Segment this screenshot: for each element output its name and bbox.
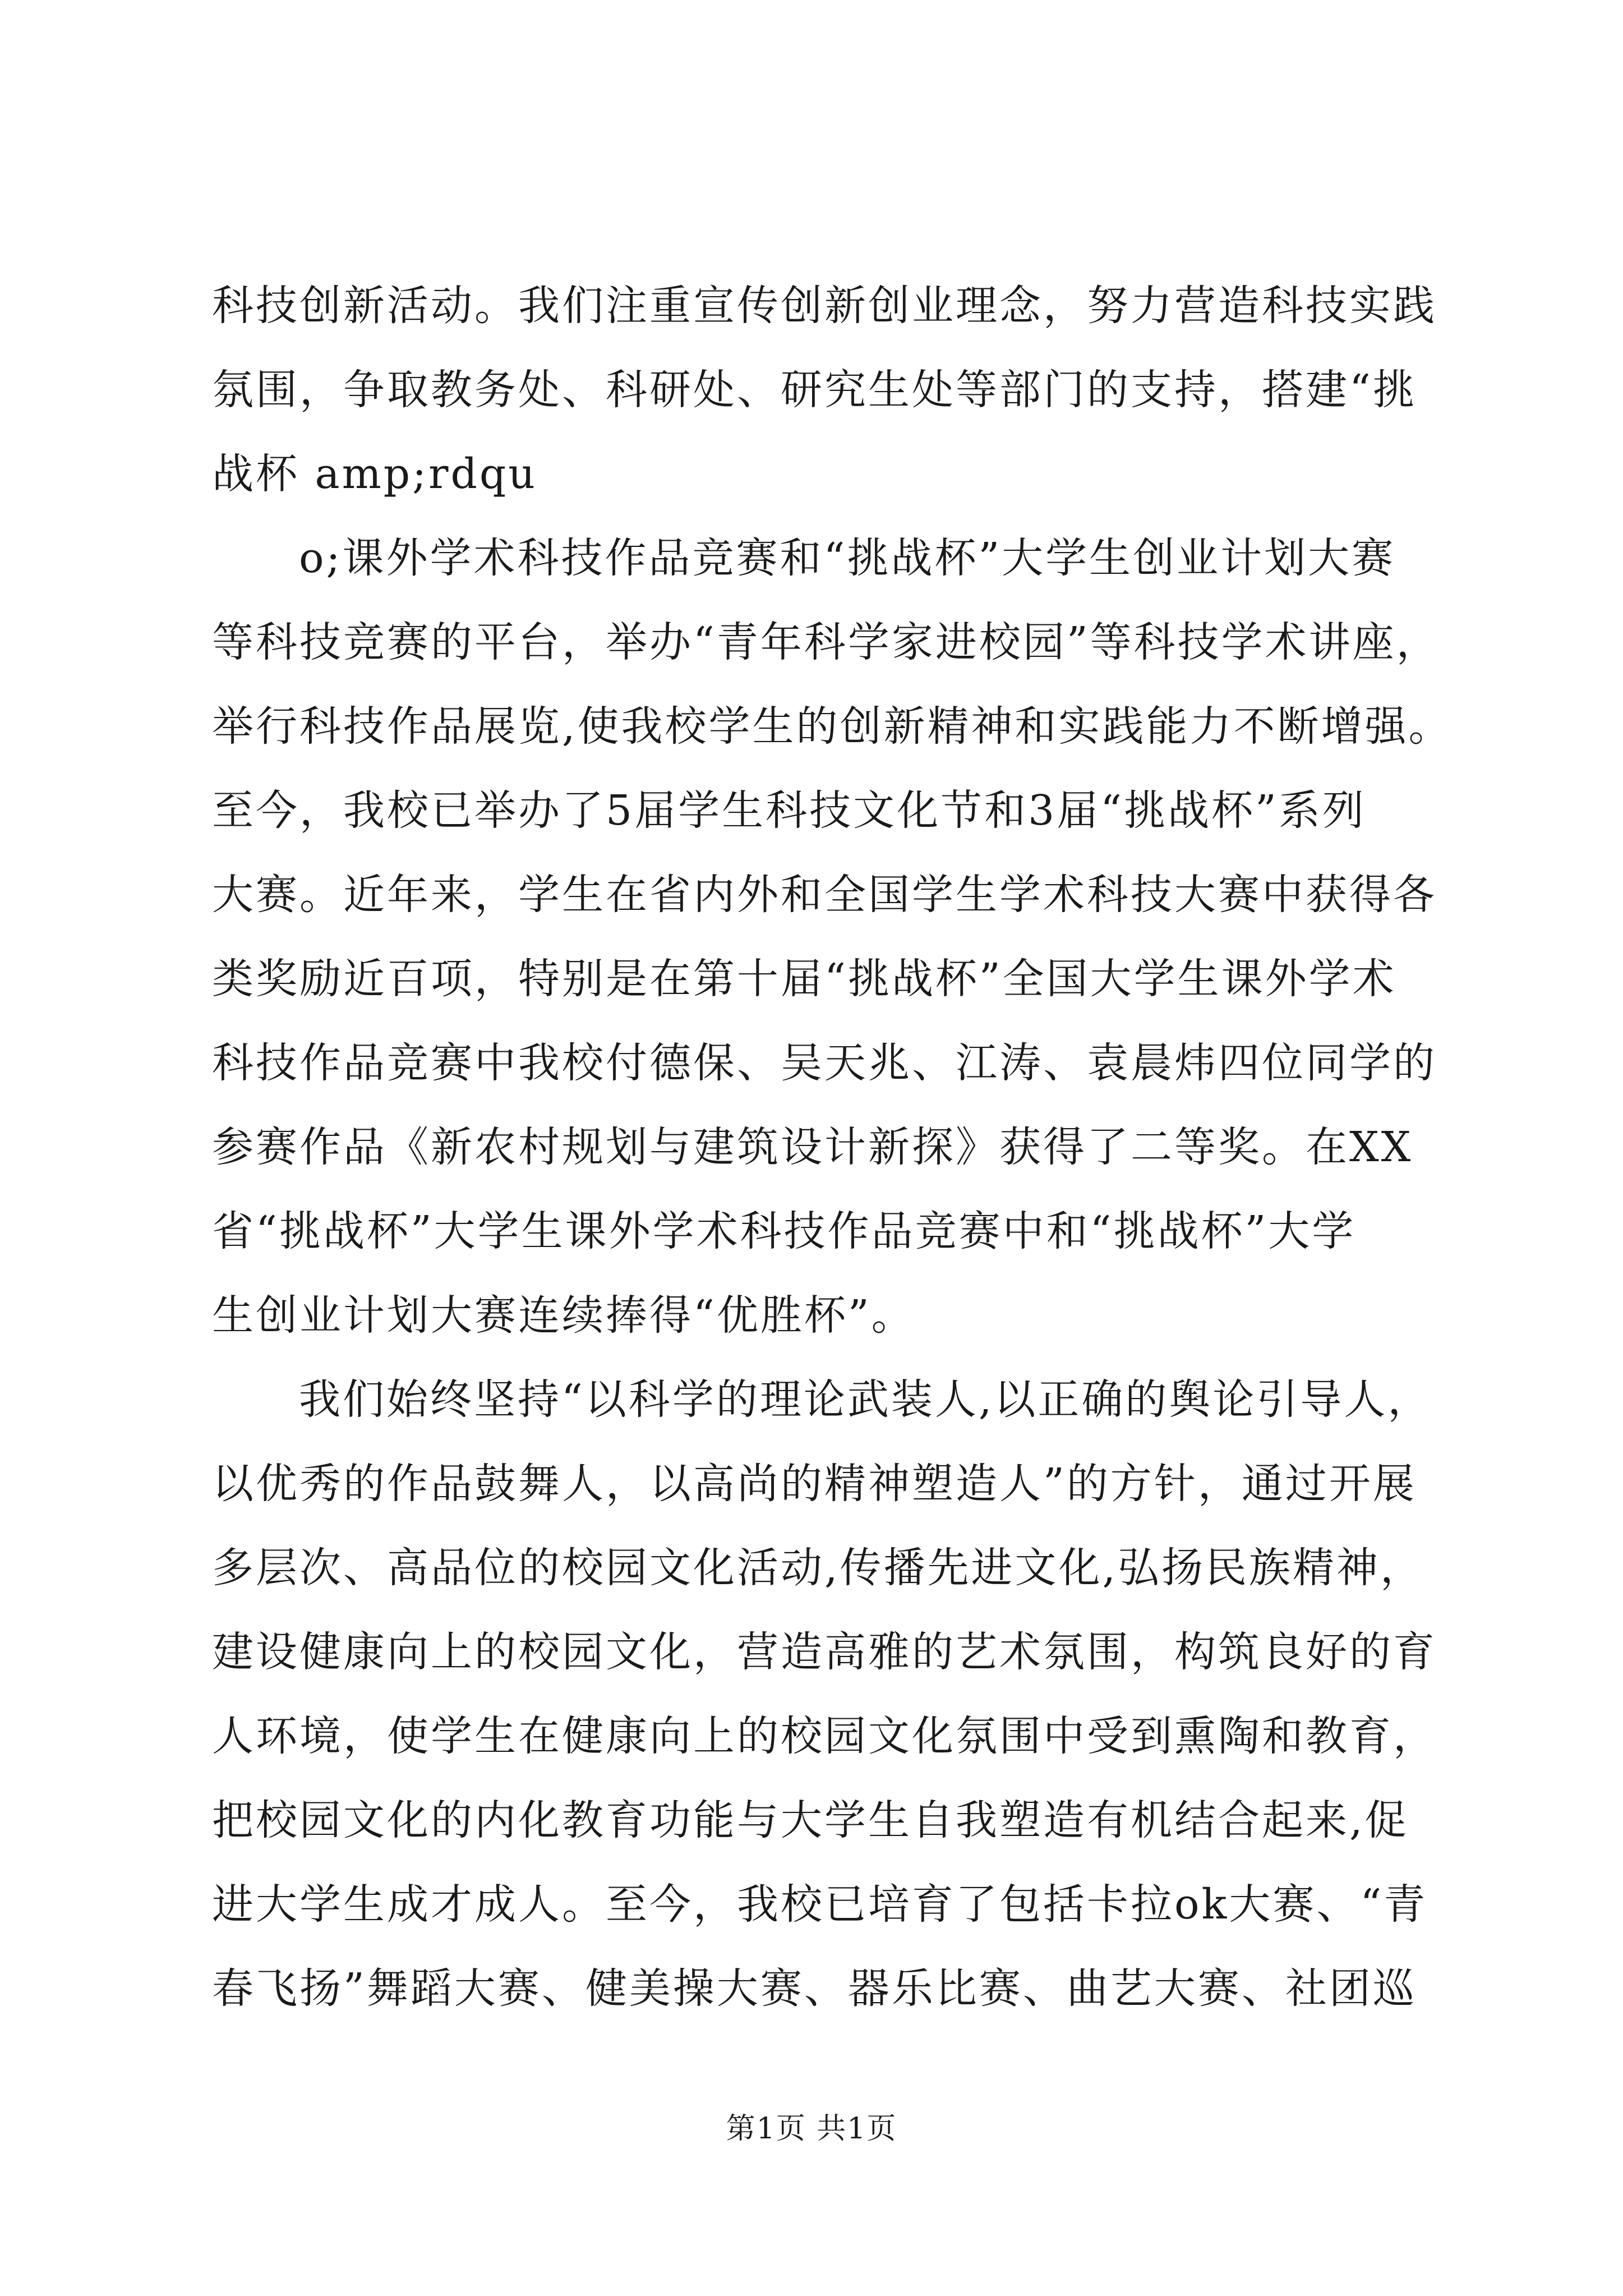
text-line: 春飞扬”舞蹈大赛、健美操大赛、器乐比赛、曲艺大赛、社团巡 [212,1964,1417,2013]
document-body [212,264,1453,2031]
text-line: 我们始终坚持“以科学的理论武装人,以正确的舆论引导人， [299,1375,1432,1424]
text-line: 科技创新活动。我们注重宣传创新创业理念，努力营造科技实践 [212,282,1437,330]
text-line: 生创业计划大赛连续捧得“优胜杯”。 [212,1291,915,1340]
text-line: 类奖励近百项，特别是在第十届“挑战杯”全国大学生课外学术 [212,955,1396,1003]
text-line: 战杯 amp;rdqu [212,450,537,498]
text-line: 人环境，使学生在健康向上的校园文化氛围中受到熏陶和教育， [212,1712,1437,1760]
text-line: 建设健康向上的校园文化，营造高雅的艺术氛围，构筑良好的育 [212,1628,1437,1676]
text-line: 以优秀的作品鼓舞人，以高尚的精神塑造人”的方针，通过开展 [212,1460,1417,1508]
page-footer: 第1页 共1页 [726,2112,897,2146]
text-line: 等科技竞赛的平台，举办“青年科学家进校园”等科技学术讲座， [212,618,1440,666]
text-line: 举行科技作品展览,使我校学生的创新精神和实践能力不断增强。 [212,702,1453,751]
text-line: 进大学生成才成人。至今，我校已培育了包括卡拉ok大赛、“青 [212,1880,1428,1929]
text-line: 多层次、高品位的校园文化活动,传播先进文化,弘扬民族精神， [212,1544,1424,1592]
text-line: 参赛作品《新农村规划与建筑设计新探》获得了二等奖。在XX [212,1123,1413,1171]
text-line: 大赛。近年来，学生在省内外和全国学生学术科技大赛中获得各 [212,871,1437,919]
text-line: 氛围，争取教务处、科研处、研究生处等部门的支持，搭建“挑 [212,366,1417,414]
text-line: 把校园文化的内化教育功能与大学生自我塑造有机结合起来,促 [212,1796,1409,1844]
text-line: 至今，我校已举办了5届学生科技文化节和3届“挑战杯”系列 [212,786,1366,835]
text-line: 省“挑战杯”大学生课外学术科技作品竞赛中和“挑战杯”大学 [212,1207,1356,1255]
text-line: o;课外学术科技作品竞赛和“挑战杯”大学生创业计划大赛 [299,534,1396,582]
text-line: 科技作品竞赛中我校付德保、吴天兆、江涛、袁晨炜四位同学的 [212,1039,1437,1087]
